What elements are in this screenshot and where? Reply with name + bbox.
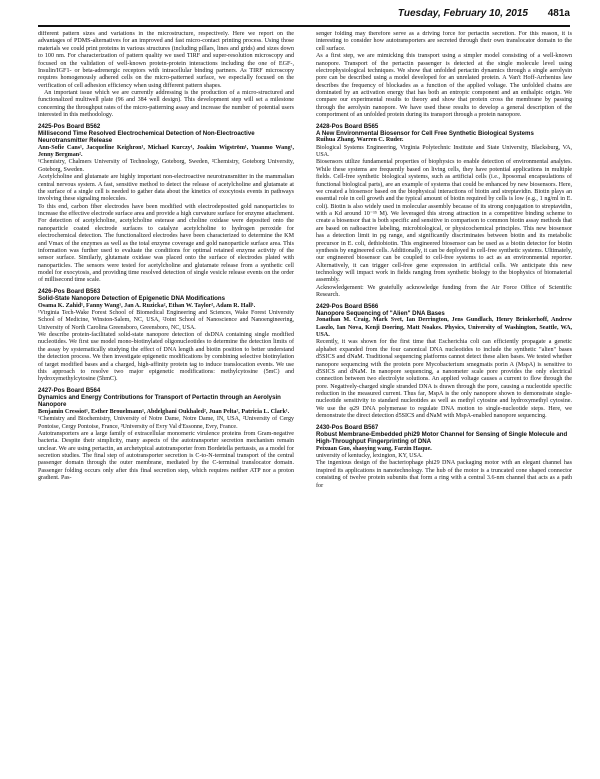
right-column (316, 31, 572, 771)
abstract-authors: Ruihua Zhang, Warren C. Ruder. (316, 137, 404, 144)
left-column (38, 31, 294, 771)
header-date: Tuesday, February 10, 2015 (397, 8, 528, 19)
intro-paragraph: different pattern sizes and variations in the microstructure, respectively. Here we report on the advantages of PDMS-alternatives for an improved and fast micro-contact printing process. Using those materials we could print proteins in various structures (including pillars, lines and grids) and sizes down to 100 nm. For characterization of pattern quality we used TIRF and super-resolution microscopy and focused on the validation of well-known protein-protein interactions including the one of EGF-, Insulin/IGF1- or beta-adrenergic receptors with intracellular binding partners. As TIRF microscopy requires homogenously adhered cells on the micro-patterned surface, we especially focused on the verification of cell adhesion efficiency when using different pattern shapes. (38, 31, 294, 89)
abstract-body: To this end, carbon fiber electrodes have been modified with electrodeposited gold nanoparticles to increase the effective electrode surface area and provide a high curvature surface for enzyme attachment. For detection of acetylcholine, acetylcholine esterase and choline oxidase were deposited onto the nanoparticle coated electrode surfaces to catalyze acetylcholine to hydrogen peroxide for electrochemical detection. The functionalized electrodes have been characterized to determine the KM and Vmax of the enzymes as well as the total enzyme coverage and gold nanoparticle surface area. This information was further used to evaluate the conditions for optimal retained enzyme activity of the sensor surface. Similarly, glutamate oxidase was placed onto the surface of electrodes plated with nanoparticles. The sensors were tested for acetylcholine and glutamate release from a synthetic cell model for exocytosis, and providing time resolved detection of single vesicle release events on the order of millisecond time scale. (38, 203, 294, 284)
intro-paragraph: An important issue which we are currently addressing is the production of a micro-structured and functionalized multiwell plate (96 and 384 well design). This development step will set a milestone concerning the throughput rates of the micro-patterning assay and increase the number of potential users interested in this methodology. (38, 90, 294, 119)
abstract-body: Biosensors utilize fundamental properties of biophysics to enable detection of environmental analytes. While these systems are frequently based on living cells, they have potential applications in multiple fields. Cell-free synthetic biological systems, such as artificial cells (i.e., liposomal encapsulations of functional biological parts), are an example of systems that could be enhanced by new biosensors. Here, we created a biosensor based on the biophysical interactions of biotin and streptavidin. Biotin plays an essential role in cell growth and the typical amount of biotin required by cells is low (e.g., 1 ng/ml in E. coli). Biotin is also widely used in molecular assembly because of its strong conjugation to streptavidin, with a Kd around 10⁻¹⁵ M). We leveraged this strong attraction in a competitive binding scheme to create a biosensor that is both specific and sensitive in comparison to common biotin assay methods that are based on radioactive labeling, microbiological, or physicochemical principles. This new biosensor has a detection limit in pg range, and significantly discriminates between biotin and its metabolic precursor in E. coli, dethiobiotin. This engineered biosensor can be used as a biotin detector for biotin synthesis by engineered cells. Additionally, it can be deployed in cell-free synthetic systems. Ultimately, our engineered biosensor can be coupled to cell-free systems to act as an environmental reporter. Alternatively, it can trigger cell-free gene expression in artificial cells. We anticipate this new technology will impact work in fields ranging from synthetic biology to the biophysics of biomaterial assembly. (316, 159, 572, 284)
page-number: 481a (547, 8, 570, 19)
header-rule (38, 25, 570, 27)
abstract-id: 2425-Pos Board B562 (38, 122, 101, 130)
abstract-affiliations: ¹Chemistry and Biochemistry, University of Notre Dame, Notre Dame, IN, USA, ²University of Cergy Pontoise, Cergy Pontoise, France, ³University of Evry Val d'Essonne, Evry, France. (38, 416, 294, 430)
abstract-authors: Osama K. Zahid¹, Fanny Wang¹, Jan A. Ruzicka², Ethan W. Taylor², Adam R. Hall¹. (38, 302, 256, 309)
abstract-2428 (316, 123, 572, 300)
abstract-title: Dynamics and Energy Contributions for Transport of Pertactin through an Aerolysin Nanopore (38, 394, 281, 409)
abstract-body: We describe protein-facilitated solid-state nanopore detection of dsDNA containing single modified nucleotides. We first use model mono-biotinylated oligonucleotides to determine the detection limits of the assay by systematically studying the effect of DNA length and biotin position to better understand the detection process. We then investigate epigenetic modifications by combining selective biotinylation of target modified bases and a charged, high-affinity protein tag to induce translocation events. We use this approach to resolve two major epigenetic modifications: methylcytosine (5mC) and hydroxymethylcytosine (5hmC). (38, 332, 294, 383)
abstract-id: 2429-Pos Board B566 (316, 302, 379, 310)
abstract-title: A New Environmental Biosensor for Cell Free Synthetic Biological Systems (316, 129, 534, 137)
abstract-affiliations: ¹Virginia Tech-Wake Forest School of Biomedical Engineering and Sciences, Wake Forest University School of Medicine, Winston-Salem, NC, USA, ²Joint School of Nanoscience and Nanoengineering, University of North Carolina Greensboro, Greensboro, NC, USA. (38, 309, 294, 331)
abstract-title: Solid-State Nanopore Detection of Epigenetic DNA Modifications (38, 295, 225, 303)
abstract-body: The ingenious design of the bacteriophage phi29 DNA packaging motor with an elegant channel has inspired its applications in nanotechnology. The hub of the motor is a truncated cone shaped connector consisting of twelve protein subunits that form a ring with a central 3.6-nm channel that acts as a path for (316, 460, 572, 489)
abstract-body: Acetylcholine and glutamate are highly important non-electroactive neurotransmitter in the mammalian central nervous system. A fast, sensitive method to detect the release of acetylcholine and glutamate at the surface of a single cell is needed to gather data about the kinetics of exocytosis events in pathways involving these signaling molecules. (38, 174, 294, 203)
continued-paragraph: senger folding may therefore serve as a driving force for pertactin secretion. For this reason, it is interesting to consider how autotransporters are secreted through their own translocator domain to the cell surface. (316, 31, 572, 52)
abstract-authors: Peixuan Guo, shaoying wang, Farzin Haque. (316, 445, 432, 452)
abstract-id: 2427-Pos Board B564 (38, 386, 101, 394)
abstract-2426 (38, 288, 294, 384)
abstract-affiliations: Biological Systems Engineering, Virginia Polytechnic Institute and State University, Blacksburg, VA, USA. (316, 144, 572, 158)
abstract-title: Nanopore Sequencing of "Alien" DNA Bases (316, 309, 445, 317)
abstract-body: Autotransporters are a large family of extracellular monomeric virulence proteins from Gram-negative bacteria. Despite their simplicity, many aspects of the autotransporter secretion mechanism remain unclear. We are using pertactin, an archetypical autotransporter from Bordetella pertussis, as a model for secretion studies. The final step of autotransporter secretion is C-to-N-terminal transport of the central passenger domain through the outer membrane, mediated by the C-terminal translocator domain. Passenger folding occurs only after this final secretion step, which requires neither ATP nor a proton gradient. Pas- (38, 430, 294, 482)
abstract-body: Recently, it was shown for the first time that Escherichia coli can efficiently propagate a genetic alphabet expanded from the four canonical DNA nucleotides to include the synthetic "alien" bases d5SICS and dNaM. Traditional sequencing platforms cannot detect these alien bases. We tested whether nanopore sequencing with the protein pore Mycobacterium smegmatis porin A (MspA) is sensitive to d5SICS and dNaM. In nanopore sequencing, a nanometer scale pore provides the only electrical connection between two electrolyte solutions. An applied voltage causes a current to flow through the pore. Negatively-charged single stranded DNA is drawn through the pore, causing a nucleotide specific reduction in the measured current. Thus far, MspA is the only nanopore shown to demonstrate single-nucleotide sensitivity to standard nucleotides as well as methyl cytosine and hydroxymethyl cytosine. We use the φ29 DNA polymerase to regulate DNA motion to single-nucleotide steps. Here, we demonstrate the direct detection d5SICS and dNaM with MspA-enabled nanopore sequencing. (316, 339, 572, 420)
abstract-2430 (316, 424, 572, 490)
continued-paragraph: As a first step, we are mimicking this transport using a simpler model consisting of a well-known nanopore. Transport of the pertactin passenger is detected at the single molecule level using electrophysiological techniques. We show that unfolded pertactin dynamics through a single aerolysin pore can be described using a model developed for an unrelated protein. A Van't Hoff-Arrhenius law describes the frequency of blockades as a function of the applied voltage. The unfolded chains are dominated by an activation energy that has both an entropic component and an enthalpic origin. We compare our experimental results to theory and show that protein cross the membrane by passing through the aerolysin nanopore. We have used these results to develop a general description of the comportment of an unfolded protein during its transport through a protein nanopore. (316, 53, 572, 119)
abstract-title: Robust Membrane-Embedded phi29 Motor Channel for Sensing of Single Molecule and High-Throughput Fingerprinting of DNA (316, 430, 568, 446)
abstract-2429 (316, 303, 572, 421)
abstract-acknowledgement: Acknowledgement: We gratefully acknowledge funding from the Air Force Office of Scientific Research. (316, 284, 572, 299)
abstract-authors: Jonathan M. Craig, Mark Svet, Ian Derrington, Jens Gundlach, Henry Brinkerhoff, Andrew Laszlo, Ian Nova, Kenji Doering, Matt Noakes. Physics, University of Washington, Seattle, WA, USA. (316, 317, 572, 338)
abstract-2427 (38, 387, 294, 483)
abstract-id: 2426-Pos Board B563 (38, 287, 101, 295)
abstract-id: 2428-Pos Board B565 (316, 122, 379, 130)
abstract-title: Millisecond Time Resolved Electrochemical Detection of Non-Electroactive Neurotransmitter Release (38, 129, 255, 145)
abstract-id: 2430-Pos Board B567 (316, 423, 379, 431)
abstract-authors: Ann-Sofie Cans¹, Jacqueline Keighron¹, Michael Kurczy¹, Joakim Wigström¹, Yuanmo Wang¹, Jenny Bergman². (38, 144, 294, 158)
abstract-2425 (38, 123, 294, 285)
abstract-authors: Benjamin Cressiot¹, Esther Brouelmann¹, Abdelghani Oukhaled², Juan Pelta², Patricia L. Clark¹. (38, 408, 290, 415)
abstract-affiliations: ¹Chemistry, Chalmers University of Technology, Goteborg, Sweden, ²Chemistry, Goteborg University, Goteborg, Sweden. (38, 159, 294, 173)
abstract-affiliations: university of kentucky, lexington, KY, USA. (316, 453, 423, 459)
page-header (38, 8, 570, 24)
